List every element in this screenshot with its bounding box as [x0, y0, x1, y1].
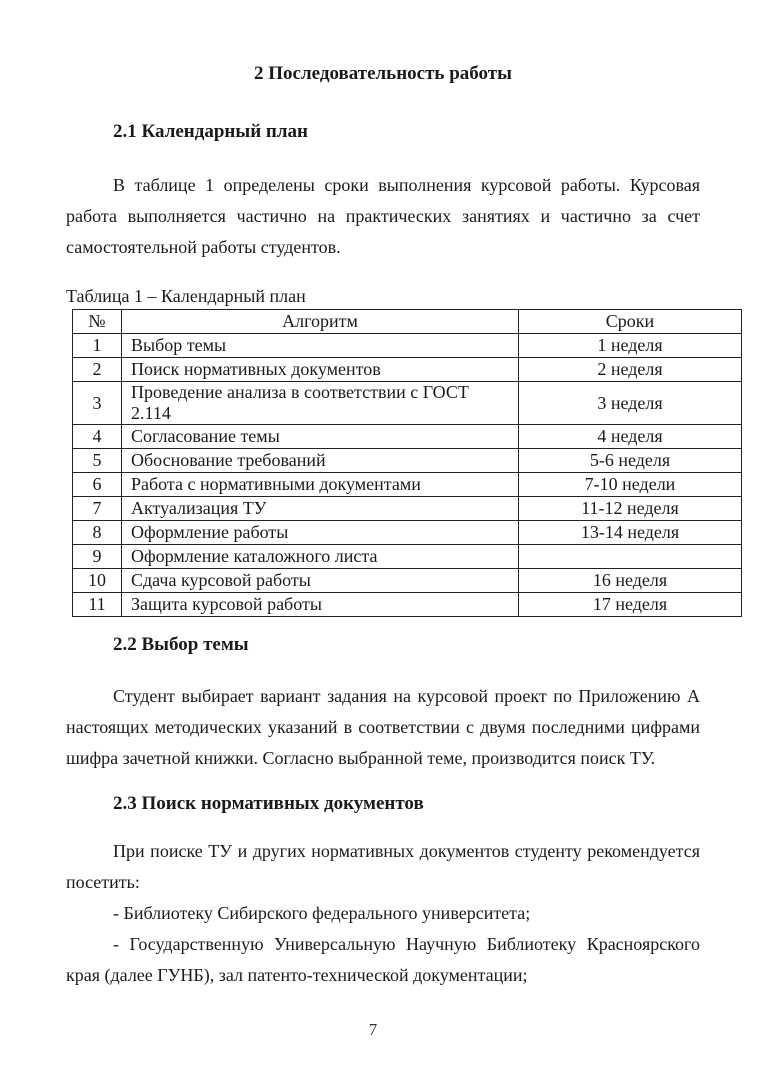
row-algorithm: Выбор темы: [122, 334, 519, 358]
table-row: [73, 334, 742, 358]
section-2-1-paragraph: В таблице 1 определены сроки выполнения курсовой работы. Курсовая работа выполняется частично на практических занятиях и частично за счет самостоятельной работы студентов.: [66, 175, 700, 257]
row-num: 11: [73, 593, 122, 617]
row-term: 3 неделя: [519, 382, 742, 425]
row-num: 4: [73, 425, 122, 449]
row-term: 7-10 недели: [519, 473, 742, 497]
table-row: [73, 593, 742, 617]
row-algorithm: Актуализация ТУ: [122, 497, 519, 521]
table-row: [73, 382, 742, 425]
row-num: 3: [73, 382, 122, 425]
calendar-plan-table: [72, 309, 742, 617]
row-num: 6: [73, 473, 122, 497]
row-algorithm: Оформление работы: [122, 521, 519, 545]
table-row: [73, 449, 742, 473]
row-term: 17 неделя: [519, 593, 742, 617]
table-row: [73, 358, 742, 382]
row-num: 2: [73, 358, 122, 382]
section-2-2-heading: 2.2 Выбор темы: [113, 634, 249, 655]
row-algorithm: Согласование темы: [122, 425, 519, 449]
row-algorithm: Защита курсовой работы: [122, 593, 519, 617]
table-row: [73, 521, 742, 545]
row-num: 9: [73, 545, 122, 569]
table-row: [73, 497, 742, 521]
column-header-algorithm: Алгоритм: [122, 310, 519, 334]
row-num: 10: [73, 569, 122, 593]
table-row: [73, 425, 742, 449]
section-2-3-heading: 2.3 Поиск нормативных документов: [113, 793, 424, 814]
page-title: 2 Последовательность работы: [254, 63, 512, 84]
row-term: 1 неделя: [519, 334, 742, 358]
row-num: 8: [73, 521, 122, 545]
table-row: [73, 569, 742, 593]
row-algorithm: Сдача курсовой работы: [122, 569, 519, 593]
row-num: 7: [73, 497, 122, 521]
column-header-num: №: [73, 310, 122, 334]
row-algorithm: Оформление каталожного листа: [122, 545, 519, 569]
row-num: 5: [73, 449, 122, 473]
row-algorithm: Работа с нормативными документами: [122, 473, 519, 497]
row-term: 16 неделя: [519, 569, 742, 593]
page-number: 7: [368, 1020, 378, 1039]
section-2-2-paragraph: Студент выбирает вариант задания на курсовой проект по Приложению А настоящих методических указаний в соответствии с двумя последними цифрами шифра зачетной книжки. Согласно выбранной теме, производится поиск ТУ.: [66, 686, 700, 768]
row-term: [519, 545, 742, 569]
row-term: 13-14 неделя: [519, 521, 742, 545]
row-term: 11-12 неделя: [519, 497, 742, 521]
row-algorithm: Проведение анализа в соответствии с ГОСТ 2.114: [122, 382, 519, 425]
table-row: [73, 545, 742, 569]
row-term: 2 неделя: [519, 358, 742, 382]
column-header-term: Сроки: [519, 310, 742, 334]
table-row: [73, 473, 742, 497]
row-algorithm: Поиск нормативных документов: [122, 358, 519, 382]
library-list-item: - Библиотеку Сибирского федерального университета;: [113, 903, 531, 923]
row-algorithm: Обоснование требований: [122, 449, 519, 473]
table-caption: Таблица 1 – Календарный план: [66, 286, 306, 306]
row-term: 4 неделя: [519, 425, 742, 449]
row-term: 5-6 неделя: [519, 449, 742, 473]
section-2-1-heading: 2.1 Календарный план: [113, 121, 308, 142]
library-list-item: - Государственную Универсальную Научную Библиотеку Красноярского края (далее ГУНБ), зал патенто-технической документации;: [66, 934, 700, 985]
section-2-3-paragraph: При поиске ТУ и других нормативных документов студенту рекомендуется посетить:: [66, 841, 700, 892]
table-header-row: [73, 310, 742, 334]
row-num: 1: [73, 334, 122, 358]
